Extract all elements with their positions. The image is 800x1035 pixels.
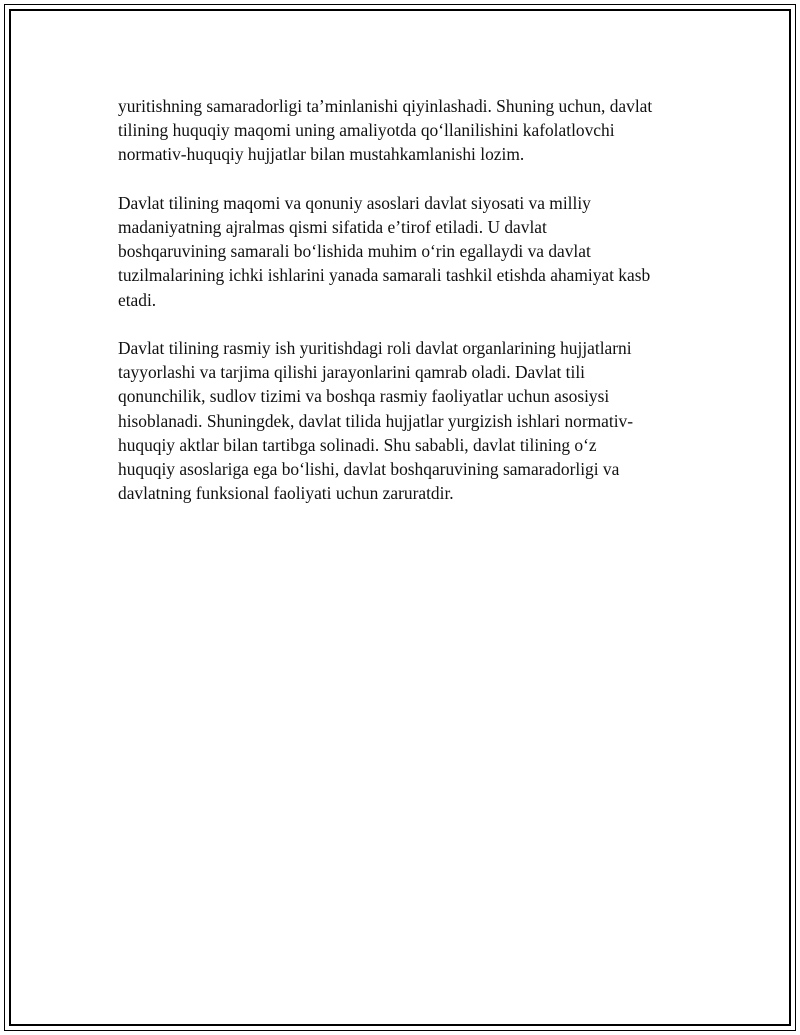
document-body — [118, 94, 698, 505]
paragraph-line: Davlat tilining maqomi va qonuniy asoslari davlat siyosati va milliy — [118, 192, 591, 213]
paragraph-line: tilining huquqiy maqomi uning amaliyotda qoʻllanilishini kafolatlovchi — [118, 120, 615, 141]
paragraph-line: yuritishning samaradorligi taʼminlanishi qiyinlashadi. Shuning uchun, davlat — [118, 96, 653, 116]
paragraph-line: huquqiy asoslariga ega boʻlishi, davlat boshqaruvining samaradorligi va — [118, 459, 620, 480]
paragraph-line: davlatning funksional faoliyati uchun zaruratdir. — [118, 483, 454, 504]
paragraph-1 — [118, 94, 698, 167]
paragraph-line: Davlat tilining rasmiy ish yuritishdagi roli davlat organlarining hujjatlarni — [118, 338, 632, 358]
paragraph-line: hisoblanadi. Shuningdek, davlat tilida hujjatlar yurgizish ishlari normativ- — [118, 410, 634, 431]
paragraph-line: boshqaruvining samarali boʻlishida muhim oʻrin egallaydi va davlat — [118, 241, 591, 262]
paragraph-line: tayyorlashi va tarjima qilishi jarayonlarini qamrab oladi. Davlat tili — [118, 362, 585, 383]
paragraph-line: normativ-huquqiy hujjatlar bilan mustahkamlanishi lozim. — [118, 144, 525, 165]
paragraph-line: madaniyatning ajralmas qismi sifatida eʼtirof etiladi. U davlat — [118, 217, 547, 237]
paragraph-line: huquqiy aktlar bilan tartibga solinadi. Shu sababli, davlat tilining oʻz — [118, 434, 597, 455]
paragraph-line: etadi. — [118, 289, 157, 310]
paragraph-line: tuzilmalarining ichki ishlarini yanada samarali tashkil etishda ahamiyat kasb — [118, 265, 651, 286]
paragraph-line: qonunchilik, sudlov tizimi va boshqa rasmiy faoliyatlar uchun asosiysi — [118, 386, 610, 407]
paragraph-3 — [118, 336, 698, 505]
paragraph-2 — [118, 191, 698, 312]
